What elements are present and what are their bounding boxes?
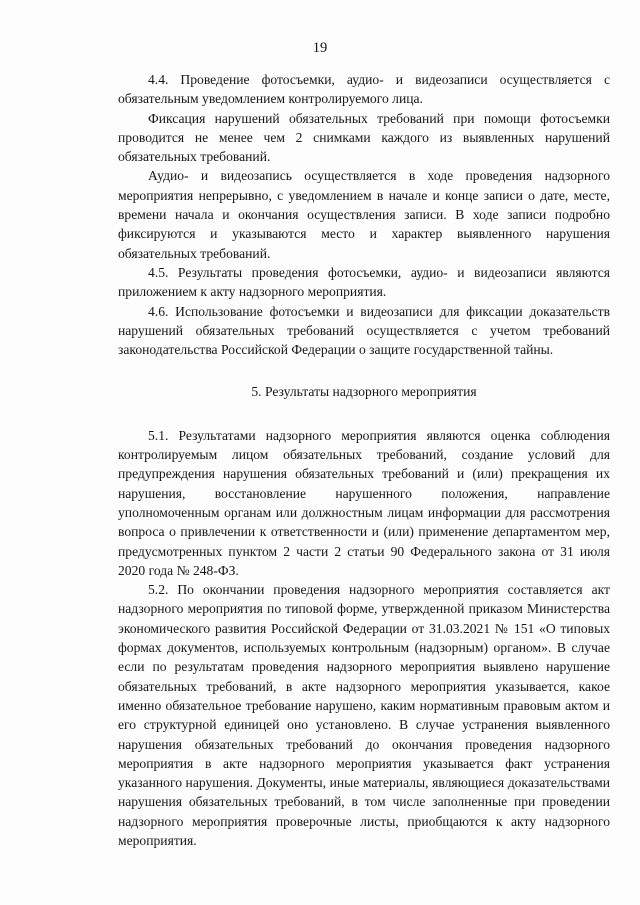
paragraph-audio-video: Аудио- и видеозапись осуществляется в ходе проведения надзорного мероприятия непрерывно, с уведомлением в начале и конце записи о дате, месте, времени начала и окончания осуществления записи. В ходе записи подробно фиксируются и указываются место и характер выявленного нарушения обязательных требований. xyxy=(118,168,610,261)
page-number: 19 xyxy=(312,40,328,56)
paragraph-4-4: 4.4. Проведение фотосъемки, аудио- и видеозаписи осуществляется с обязательным уведомлением контролируемого лица. xyxy=(118,72,610,107)
paragraph-4-6: 4.6. Использование фотосъемки и видеозаписи для фиксации доказательств нарушений обязательных требований осуществляется с учетом требований законодательства Российской Федерации о защите государственной тайны. xyxy=(118,303,610,358)
section-heading: 5. Результаты надзорного мероприятия xyxy=(251,384,477,400)
paragraph-5-1: 5.1. Результатами надзорного мероприятия являются оценка соблюдения контролируемым лицом обязательных требований, создание условий для предупреждения нарушения обязательных требований и (или) прекращения их нарушения, восстановление нарушенного положения, направление уполномоченным органам или должностным лицам информации для рассмотрения вопроса о привлечении к ответственности и (или) применение департаментом мер, предусмотренных пунктом 2 части 2 статьи 90 Федерального закона от 31 июля 2020 года № 248-ФЗ. xyxy=(118,427,610,578)
paragraph-photo-fixation: Фиксация нарушений обязательных требований при помощи фотосъемки проводится не менее чем 2 снимками каждого из выявленных нарушений обязательных требований. xyxy=(118,110,610,165)
paragraph-4-5: 4.5. Результаты проведения фотосъемки, аудио- и видеозаписи являются приложением к акту надзорного мероприятия. xyxy=(118,264,610,300)
document-body xyxy=(118,70,610,850)
paragraph-5-2: 5.2. По окончании проведения надзорного мероприятия составляется акт надзорного мероприятия по типовой форме, утвержденной приказом Министерства экономического развития Российской Федерации от 31.03.2021 № 151 «О типовых формах документов, используемых контрольным (надзорным) органом». В случае если по результатам проведения надзорного мероприятия выявлено нарушение обязательных требований, в акте надзорного мероприятия указывается, какое именно обязательное требование нарушено, каким нормативным правовым актом и его структурной единицей оно установлено. В случае устранения выявленного нарушения обязательных требований до окончания проведения надзорного мероприятия в акте надзорного мероприятия указывается факт устранения указанного нарушения. Документы, иные материалы, являющиеся доказательствами нарушения обязательных требований, в том числе заполненные при проведении надзорного мероприятия проверочные листы, приобщаются к акту надзорного мероприятия. xyxy=(118,582,610,848)
